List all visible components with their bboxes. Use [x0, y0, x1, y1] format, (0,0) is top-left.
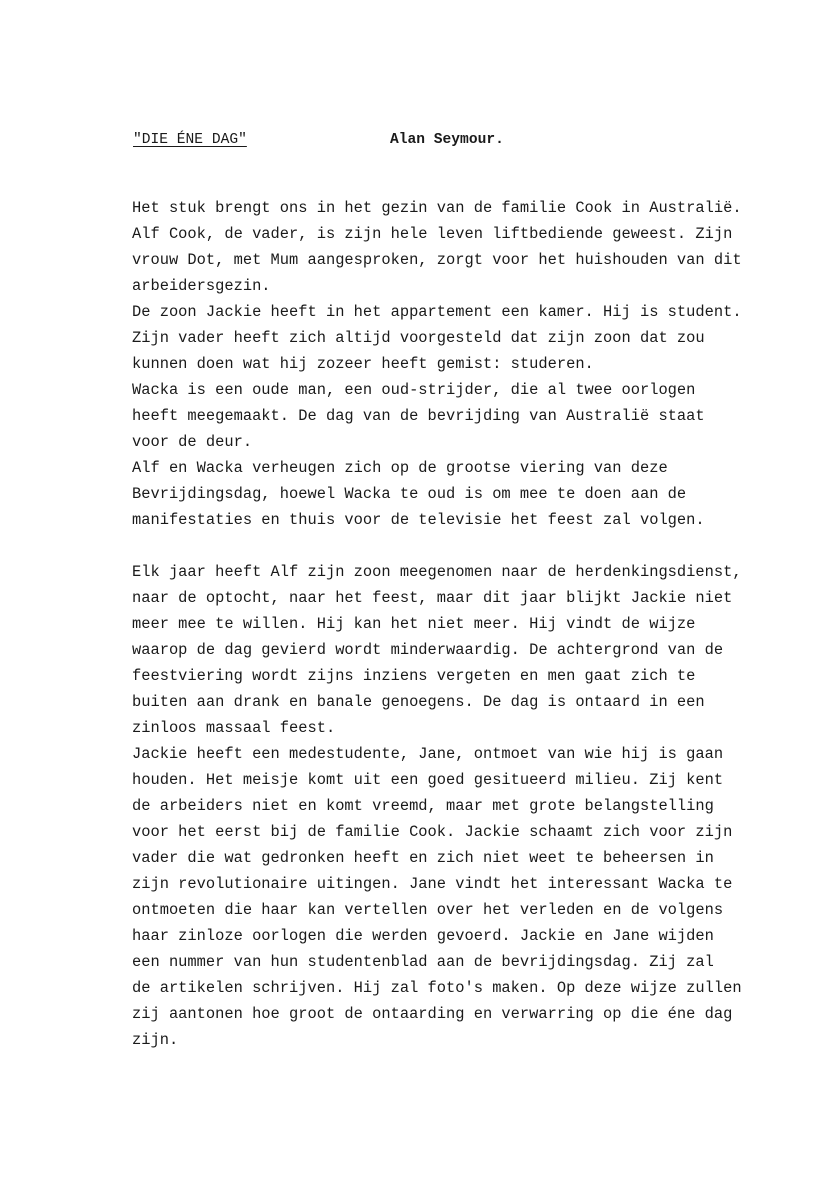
text-line: ontmoeten die haar kan vertellen over het verleden en de volgens: [132, 901, 724, 919]
text-line: voor de deur.: [132, 433, 253, 451]
text-line: Het stuk brengt ons in het gezin van de familie Cook in Australië.: [132, 199, 742, 217]
document-author: Alan Seymour.: [390, 132, 504, 148]
text-line: heeft meegemaakt. De dag van de bevrijding van Australië staat: [132, 407, 705, 425]
text-line: zinloos massaal feest.: [132, 719, 336, 737]
text-line: vader die wat gedronken heeft en zich niet weet te beheersen in: [132, 849, 714, 867]
text-line: een nummer van hun studentenblad aan de bevrijdingsdag. Zij zal: [132, 953, 714, 971]
text-line: de arbeiders niet en komt vreemd, maar met grote belangstelling: [132, 797, 714, 815]
text-line: kunnen doen wat hij zozeer heeft gemist: studeren.: [132, 355, 594, 373]
text-line: feestviering wordt zijns inziens vergeten en men gaat zich te: [132, 667, 696, 685]
text-line: Wacka is een oude man, een oud-strijder, die al twee oorlogen: [132, 381, 696, 399]
text-line: De zoon Jackie heeft in het appartement een kamer. Hij is student.: [132, 303, 742, 321]
text-line: zijn.: [132, 1031, 179, 1049]
text-line: naar de optocht, naar het feest, maar dit jaar blijkt Jackie niet: [132, 589, 733, 607]
text-line: Alf en Wacka verheugen zich op de grootse viering van deze: [132, 459, 668, 477]
text-line: haar zinloze oorlogen die werden gevoerd. Jackie en Jane wijden: [132, 927, 714, 945]
paragraph-gap: [132, 533, 772, 559]
text-line: manifestaties en thuis voor de televisie het feest zal volgen.: [132, 511, 705, 529]
text-line: arbeidersgezin.: [132, 277, 271, 295]
text-line: voor het eerst bij de familie Cook. Jackie schaamt zich voor zijn: [132, 823, 733, 841]
text-line: de artikelen schrijven. Hij zal foto's maken. Op deze wijze zullen: [132, 979, 742, 997]
text-line: Bevrijdingsdag, hoewel Wacka te oud is om mee te doen aan de: [132, 485, 687, 503]
text-line: Zijn vader heeft zich altijd voorgesteld dat zijn zoon dat zou: [132, 329, 705, 347]
document-title: "DIE ÉNE DAG": [133, 132, 247, 148]
text-line: meer mee te willen. Hij kan het niet meer. Hij vindt de wijze: [132, 615, 696, 633]
text-line: Jackie heeft een medestudente, Jane, ontmoet van wie hij is gaan: [132, 745, 724, 763]
text-line: zij aantonen hoe groot de ontaarding en verwarring op die éne dag: [132, 1005, 733, 1023]
text-line: waarop de dag gevierd wordt minderwaardig. De achtergrond van de: [132, 641, 724, 659]
text-line: Elk jaar heeft Alf zijn zoon meegenomen naar de herdenkingsdienst,: [132, 563, 742, 581]
text-line: Alf Cook, de vader, is zijn hele leven liftbediende geweest. Zijn: [132, 225, 733, 243]
document-header: [133, 129, 753, 151]
paragraph-1: [132, 195, 772, 533]
text-line: vrouw Dot, met Mum aangesproken, zorgt voor het huishouden van dit: [132, 251, 742, 269]
paragraph-2: [132, 559, 772, 1053]
text-line: houden. Het meisje komt uit een goed gesitueerd milieu. Zij kent: [132, 771, 724, 789]
text-line: zijn revolutionaire uitingen. Jane vindt het interessant Wacka te: [132, 875, 733, 893]
text-line: buiten aan drank en banale genoegens. De dag is ontaard in een: [132, 693, 705, 711]
document-body: [132, 195, 772, 1053]
